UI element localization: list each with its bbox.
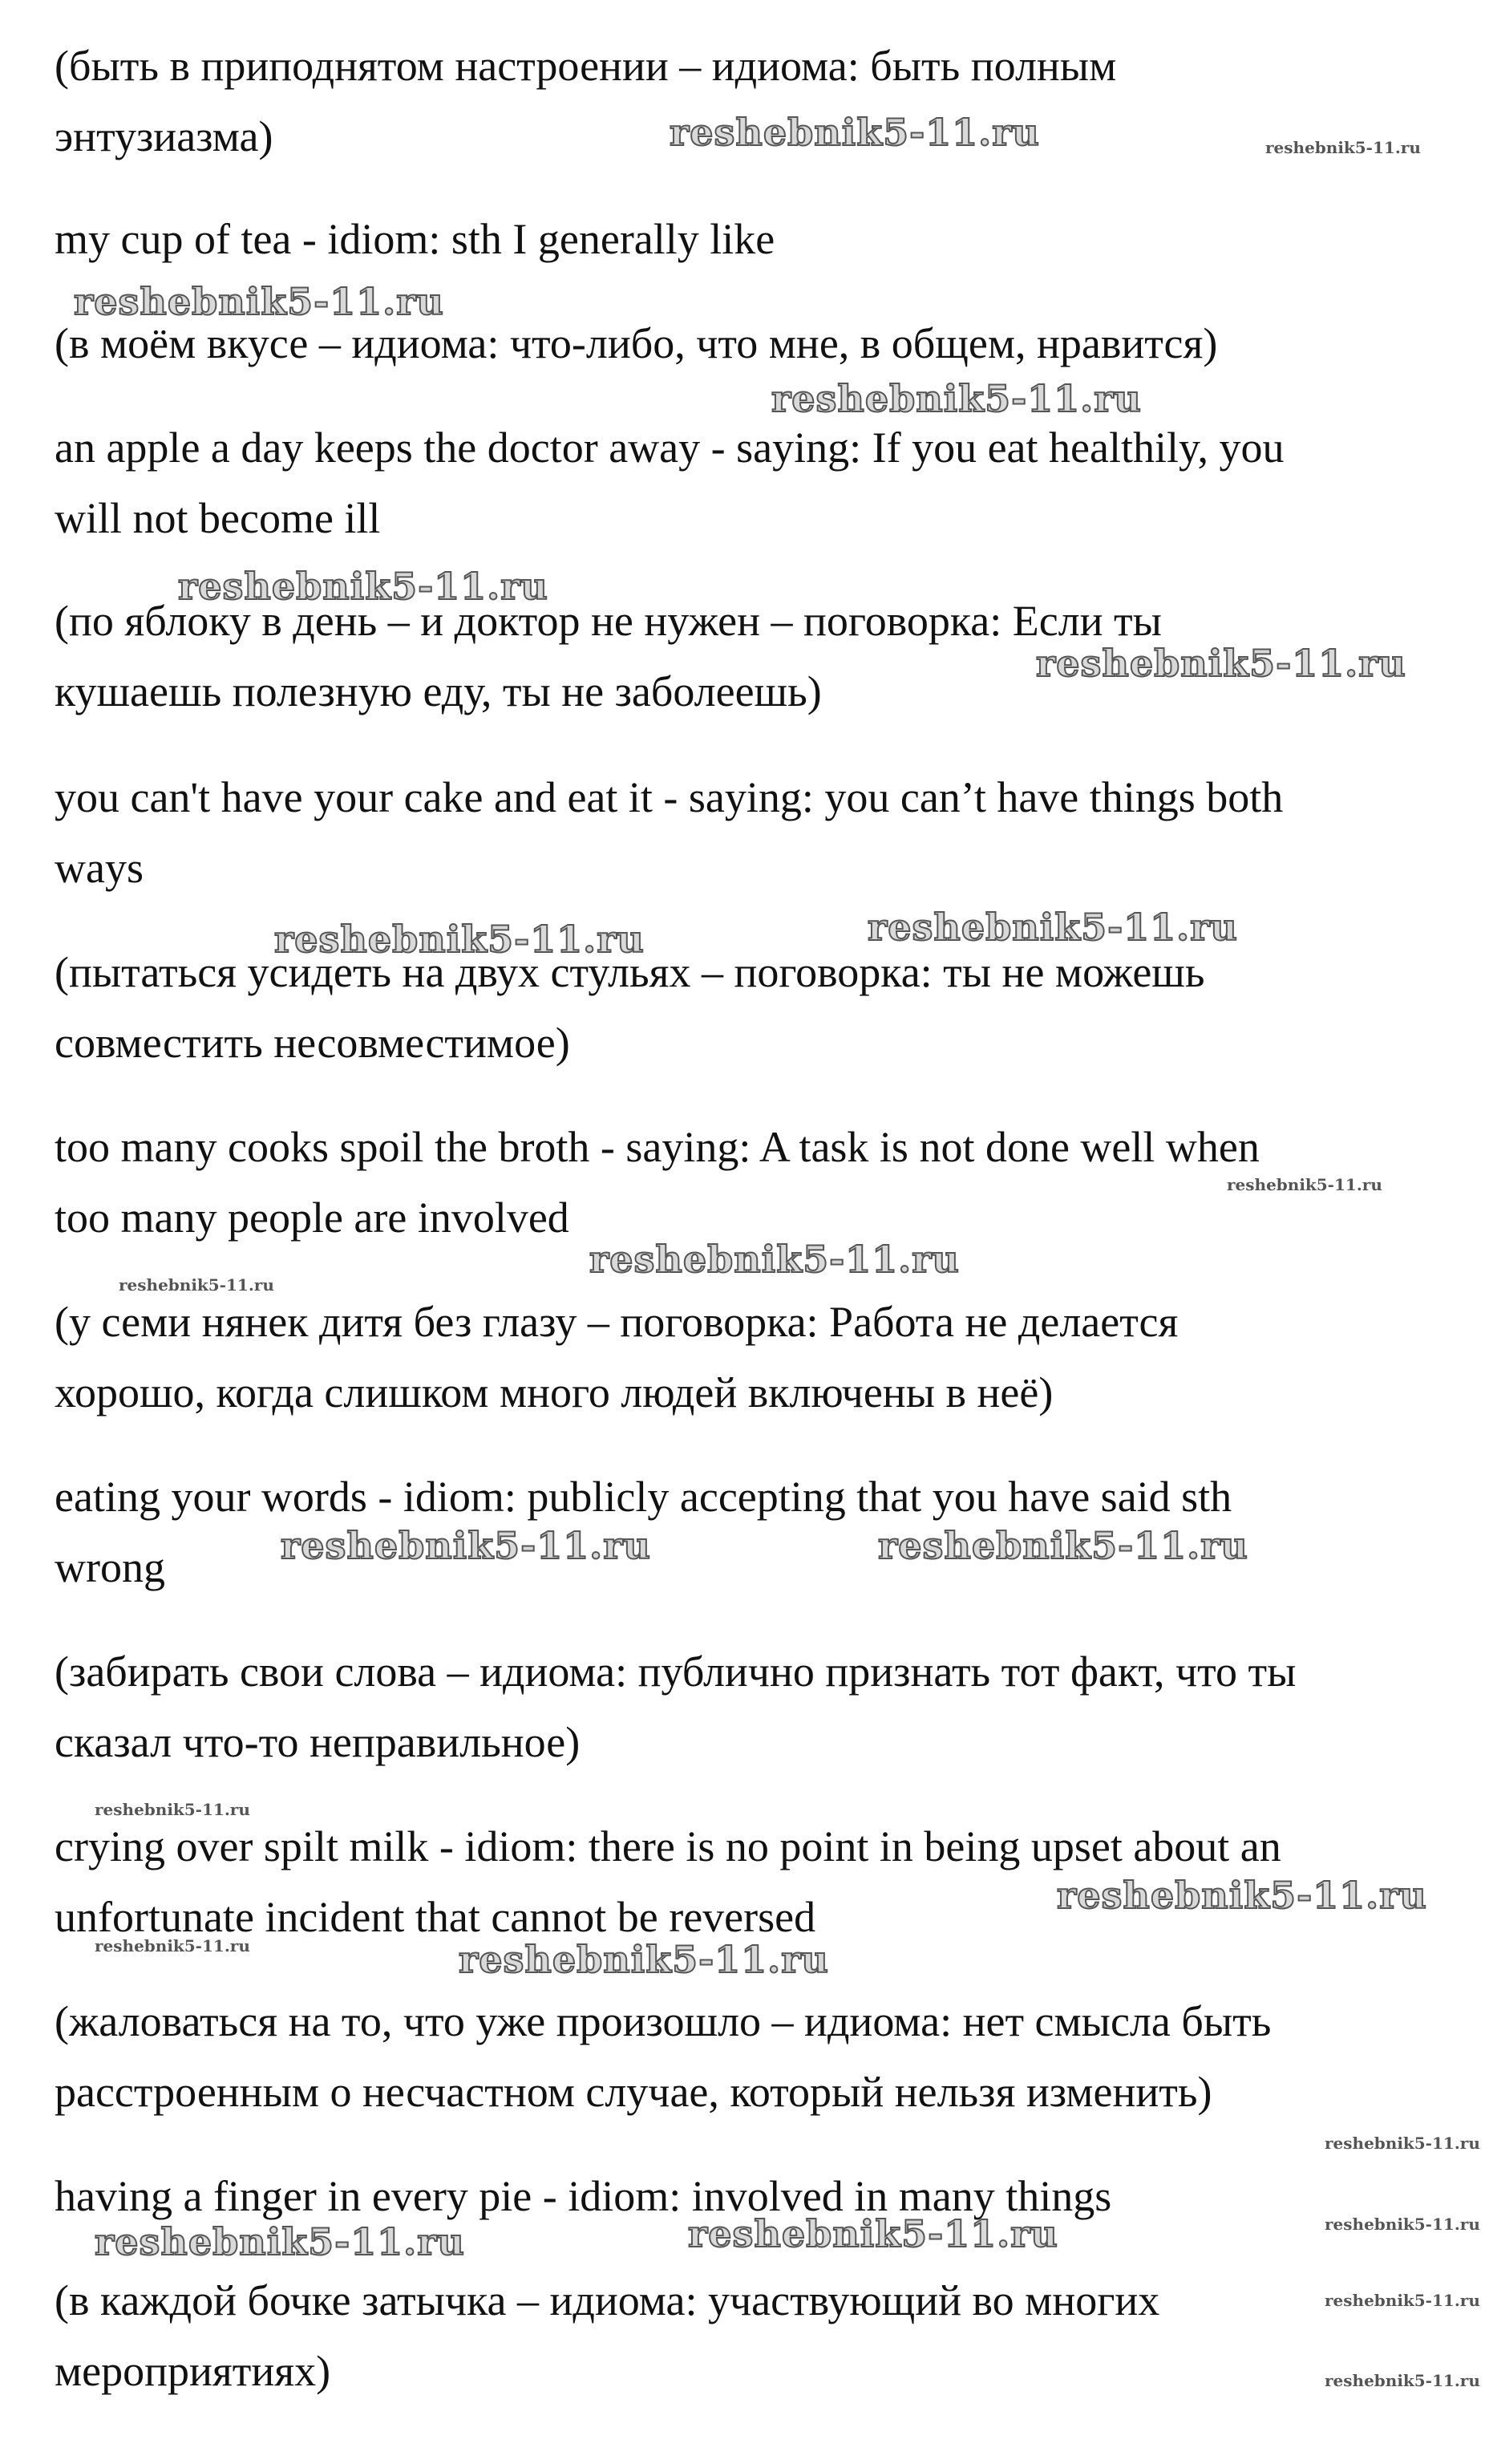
watermark: reshebnik5-11.ru [74,280,444,323]
watermark-small: reshebnik5-11.ru [119,1275,274,1295]
paragraph-ru-eating-words [55,1636,1450,1777]
text-line: хорошо, когда слишком много людей включены в неё) [55,1368,1054,1416]
watermark: reshebnik5-11.ru [688,2212,1058,2255]
watermark: reshebnik5-11.ru [878,1524,1248,1567]
paragraph-ru-spilt-milk [55,1986,1450,2127]
text-line: кушаешь полезную еду, ты не заболеешь) [55,667,822,715]
text-line: расстроенным о несчастном случае, который нельзя изменить) [55,2068,1212,2116]
text-line: совместить несовместимое) [55,1019,570,1067]
text-line: ways [55,844,144,892]
watermark-small: reshebnik5-11.ru [1325,2371,1480,2390]
text-line: (в моём вкусе – идиома: что-либо, что мне, в общем, нравится) [55,319,1218,367]
text-line: wrong [55,1543,165,1591]
text-line: eating your words - idiom: publicly accepting that you have said sth [55,1473,1232,1521]
text-line: (быть в приподнятом настроении – идиома: быть полным [55,42,1117,90]
text-line: (в каждой бочке затычка – идиома: участвующий во многих [55,2276,1160,2324]
paragraph-ru-cooks [55,1287,1450,1428]
watermark-small: reshebnik5-11.ru [95,1936,250,1955]
watermark: reshebnik5-11.ru [274,918,645,961]
watermark: reshebnik5-11.ru [771,377,1142,420]
text-line: энтузиазма) [55,112,273,160]
text-line: having a finger in every pie - idiom: involved in many things [55,2172,1112,2220]
watermark: reshebnik5-11.ru [459,1938,829,1981]
text-line: (у семи нянек дитя без глазу – поговорка: Работа не делается [55,1298,1179,1346]
watermark-small: reshebnik5-11.ru [1325,2291,1480,2310]
text-line: (по яблоку в день – и доктор не нужен – поговорка: Если ты [55,597,1162,645]
text-line: unfortunate incident that cannot be reversed [55,1893,816,1941]
watermark-small: reshebnik5-11.ru [95,1800,250,1819]
text-line: (забирать свои слова – идиома: публично признать тот факт, что ты [55,1647,1297,1696]
text-line: too many people are involved [55,1194,569,1242]
text-line: crying over spilt milk - idiom: there is no point in being upset about an [55,1822,1281,1870]
text-line: сказал что-то неправильное) [55,1718,581,1766]
watermark: reshebnik5-11.ru [1057,1874,1427,1917]
watermark-small: reshebnik5-11.ru [1227,1175,1382,1194]
watermark: reshebnik5-11.ru [178,565,548,608]
watermark: reshebnik5-11.ru [589,1238,960,1281]
text-line: you can't have your cake and eat it - saying: you can’t have things both [55,773,1284,821]
watermark: reshebnik5-11.ru [670,111,1040,154]
watermark: reshebnik5-11.ru [1036,642,1406,685]
paragraph-en-cup-of-tea [55,204,1450,274]
paragraph-ru-finger-in-pie [55,2265,1450,2406]
text-line: my cup of tea - idiom: sth I generally like [55,215,775,263]
text-line: too many cooks spoil the broth - saying: A task is not done well when [55,1123,1260,1171]
watermark-small: reshebnik5-11.ru [1265,138,1421,157]
text-line: an apple a day keeps the doctor away - saying: If you eat healthily, you [55,424,1285,472]
paragraph-ru-cake [55,937,1450,1078]
text-line: will not become ill [55,494,381,542]
watermark-small: reshebnik5-11.ru [1325,2215,1480,2234]
paragraph-en-cake [55,762,1450,903]
text-line: (пытаться усидеть на двух стульях – поговорка: ты не можешь [55,948,1205,996]
watermark: reshebnik5-11.ru [281,1524,651,1567]
watermark: reshebnik5-11.ru [868,906,1238,949]
watermark: reshebnik5-11.ru [95,2220,465,2263]
text-line: мероприятиях) [55,2347,331,2395]
watermark-small: reshebnik5-11.ru [1325,2134,1480,2153]
paragraph-en-apple-a-day [55,412,1450,553]
text-line: (жаловаться на то, что уже произошло – идиома: нет смысла быть [55,1997,1272,2045]
